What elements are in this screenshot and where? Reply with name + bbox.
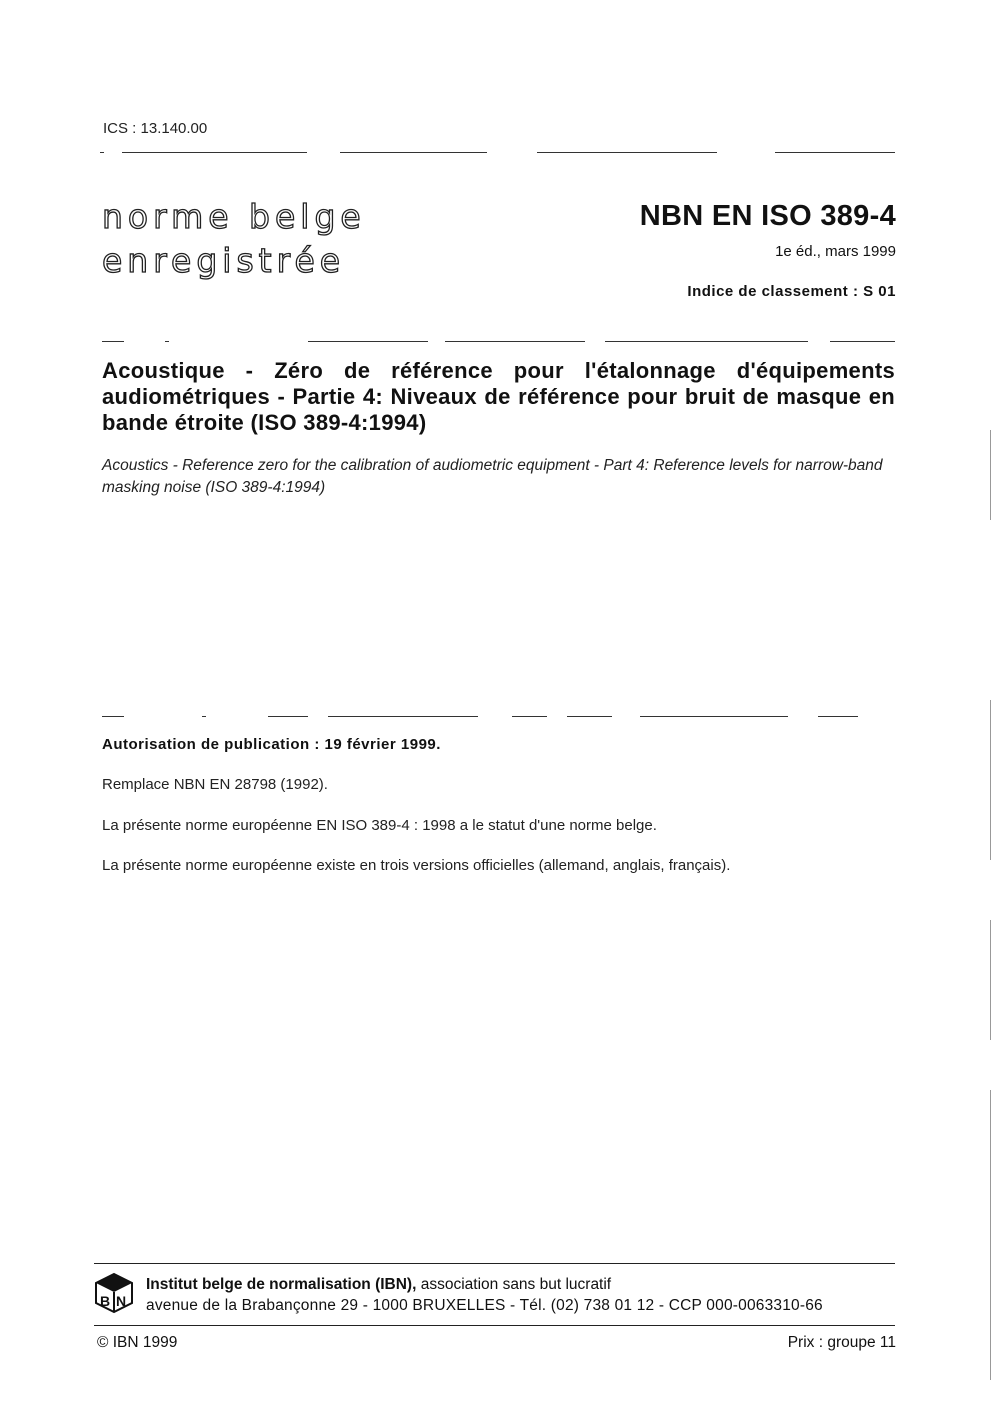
outline-title-line1: norme belge: [102, 197, 366, 236]
title-english: Acoustics - Reference zero for the calibration of audiometric equipment - Part 4: Reference levels for narrow-band masking noise (ISO 389-4:1994): [102, 457, 883, 496]
svg-text:N: N: [116, 1293, 127, 1309]
versions-note: La présente norme européenne existe en trois versions officielles (allemand, anglais, français).: [102, 857, 731, 874]
standard-number: NBN EN ISO 389-4: [639, 200, 896, 232]
divider: [100, 341, 895, 343]
institute-name: Institut belge de normalisation (IBN),: [146, 1276, 417, 1293]
scan-edge-mark: [990, 430, 991, 520]
institute-line: [146, 1276, 611, 1294]
edition: 1e éd., mars 1999: [775, 243, 896, 260]
ics-code: ICS : 13.140.00: [103, 120, 208, 137]
divider: [100, 716, 895, 718]
footer-rule-bottom: [94, 1325, 895, 1326]
institute-address: avenue de la Brabançonne 29 - 1000 BRUXELLES - Tél. (02) 738 01 12 - CCP 000-0063310-66: [146, 1297, 823, 1314]
institute-description: association sans but lucratif: [416, 1276, 612, 1293]
title-french: Acoustique - Zéro de référence pour l'étalonnage d'équipements audiométriques - Partie 4: Niveaux de référence pour bruit de masque en bande étroite (ISO 389-4:1994): [102, 358, 895, 435]
footer-rule-top: [94, 1263, 895, 1264]
divider: [100, 152, 895, 154]
price-group: Prix : groupe 11: [787, 1334, 896, 1351]
publication-authorization: Autorisation de publication : 19 février 1999.: [102, 736, 441, 753]
ibn-cube-logo-icon: [93, 1272, 135, 1314]
classification-index: Indice de classement : S 01: [687, 283, 896, 300]
status-note: La présente norme européenne EN ISO 389-4 : 1998 a le statut d'une norme belge.: [102, 817, 657, 834]
svg-text:B: B: [100, 1293, 111, 1309]
replaces-note: Remplace NBN EN 28798 (1992).: [102, 776, 328, 793]
scan-edge-mark: [990, 920, 991, 1040]
outline-title-line2: enregistrée: [102, 241, 346, 280]
copyright: © IBN 1999: [97, 1334, 178, 1351]
scan-edge-mark: [990, 700, 991, 860]
scan-edge-mark: [990, 1090, 991, 1380]
